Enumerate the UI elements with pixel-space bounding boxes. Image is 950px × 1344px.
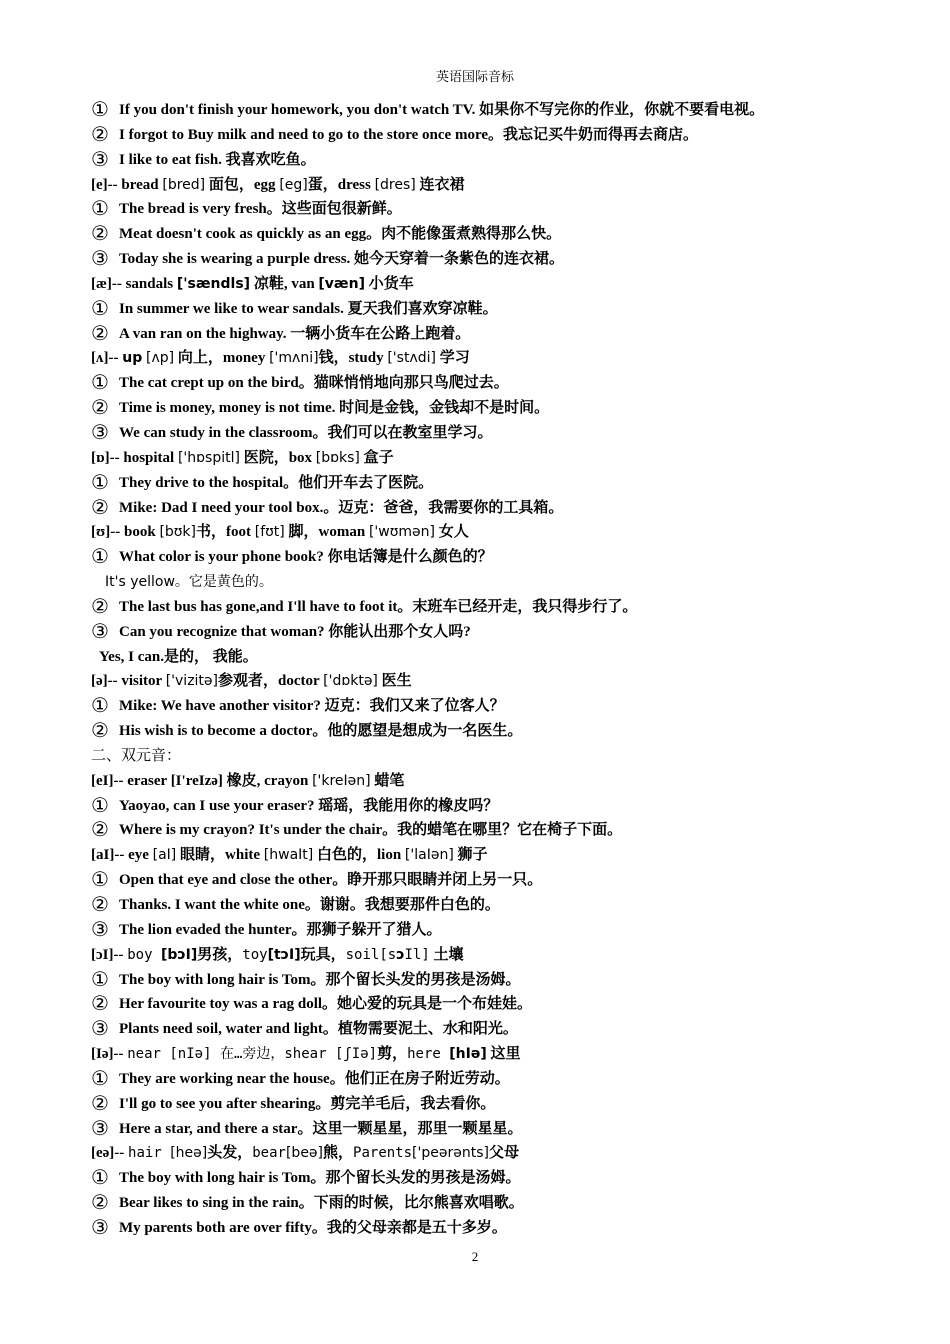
line-text: 向上，money (174, 350, 270, 367)
line-text: 蜡笔 (370, 772, 405, 789)
line-text: ['mʌni] (269, 350, 319, 367)
line-text: 盒子 (359, 449, 394, 466)
circled-number: ① (91, 968, 109, 991)
phoneme-heading (91, 272, 931, 297)
line-text: Meat doesn't cook as quickly as an egg。肉不能像蛋煮熟得那么快。 (119, 226, 562, 243)
line-text: The boy with long hair is Tom。那个留长头发的男孩是汤姆。 (119, 971, 521, 988)
example-sentence (91, 918, 931, 943)
line-text: [fʊt] (254, 524, 285, 541)
line-text: 连衣裙 (415, 176, 465, 193)
line-text: I'll go to see you after shearing。剪完羊毛后，我去看你。 (119, 1095, 496, 1112)
section-title (91, 744, 931, 769)
line-text: Here a star, and there a star。这里一颗星星，那里一颗星星。 (119, 1120, 523, 1137)
line-text: [eI]-- eraser (91, 772, 171, 789)
line-text: Mike: We have another visitor? 迈克：我们又来了位客人？ (119, 698, 505, 715)
line-text: [ʌ]-- (91, 350, 123, 367)
line-text: 面包，egg (205, 176, 280, 193)
circled-number: ③ (91, 1216, 109, 1239)
line-text: Yaoyao, can I use your eraser? 瑶瑶，我能用你的橡皮吗？ (119, 797, 499, 814)
line-text: [aI]-- eye (91, 847, 153, 864)
line-text: ['kreIən] (312, 772, 371, 789)
circled-number: ② (91, 496, 109, 519)
example-sentence (91, 371, 931, 396)
phoneme-heading (91, 669, 931, 694)
answer-line (91, 570, 931, 595)
line-text: [eg] (279, 176, 308, 193)
example-sentence (91, 496, 931, 521)
line-text: 二、双元音： (91, 747, 182, 764)
example-sentence (91, 868, 931, 893)
example-sentence (91, 794, 931, 819)
line-text: [hwaIt] (263, 847, 314, 864)
line-text: A van ran on the highway. 一辆小货车在公路上跑着。 (119, 325, 471, 342)
example-sentence (91, 148, 931, 173)
line-text: We can study in the classroom。我们可以在教室里学习。 (119, 424, 493, 441)
line-text: Time is money, money is not time. 时间是金钱，金钱却不是时间。 (119, 400, 550, 417)
line-text: ['laIən] (404, 847, 454, 864)
example-sentence (91, 247, 931, 272)
circled-number: ② (91, 322, 109, 345)
line-text: up (122, 350, 143, 367)
line-text: boy (127, 946, 161, 963)
line-text: bear (252, 1145, 286, 1162)
line-text: [bʊk] (159, 524, 197, 541)
example-sentence (91, 545, 931, 570)
line-text: Thanks. I want the white one。谢谢。我想要那件白色的。 (119, 897, 500, 913)
example-sentence (91, 1216, 931, 1241)
line-text: Parents (353, 1145, 413, 1162)
line-text: [hIə] (449, 1046, 487, 1063)
line-text: 女人 (434, 524, 469, 541)
line-text: The boy with long hair is Tom。那个留长头发的男孩是汤姆。 (119, 1170, 521, 1187)
line-text: 土壤 (429, 946, 464, 963)
line-text: They are working near the house。他们正在房子附近劳动。 (119, 1070, 510, 1087)
line-text: [eə]-- (91, 1145, 129, 1162)
line-text: The cat crept up on the bird。猫咪悄悄地向那只鸟爬过去。 (119, 375, 509, 392)
line-text: [heə] (170, 1145, 208, 1162)
line-text: ['hɒspitl] (177, 449, 240, 466)
line-text: Can you recognize that woman? 你能认出那个女人吗? (119, 623, 471, 640)
circled-number: ③ (91, 1117, 109, 1140)
example-sentence (91, 1017, 931, 1042)
line-text: 橡皮, crayon (222, 772, 313, 789)
example-sentence (91, 471, 931, 496)
line-text: The lion evaded the hunter。那狮子躲开了猎人。 (119, 921, 442, 938)
example-sentence (91, 222, 931, 247)
circled-number: ① (91, 99, 109, 121)
line-text: 头发， (207, 1145, 253, 1162)
line-text: 医生 (377, 673, 412, 690)
circled-number: ① (91, 372, 109, 395)
document-body (91, 98, 931, 1241)
line-text: 医院，box (239, 449, 316, 466)
line-text: ['vizitə] (165, 673, 218, 690)
line-text: 钱，study (318, 350, 388, 367)
example-sentence (91, 1191, 931, 1216)
circled-number: ① (91, 794, 109, 817)
line-text: [ʌp] (145, 350, 175, 367)
line-text: ɔ (396, 946, 405, 963)
line-text: 父母 (488, 1145, 519, 1162)
line-text: [væn] (318, 275, 365, 292)
example-sentence (91, 818, 931, 843)
example-sentence (91, 620, 931, 645)
line-text: Il] (404, 946, 430, 963)
circled-number: ③ (91, 148, 109, 171)
line-text: [bɒks] (315, 449, 360, 466)
circled-number: ① (91, 869, 109, 892)
line-text: 参观者，doctor (218, 673, 324, 690)
circled-number: ② (91, 123, 109, 146)
example-sentence (91, 396, 931, 421)
line-text: 熊， (323, 1145, 354, 1162)
line-text: 眼睛，white (176, 847, 264, 864)
line-text: I forgot to Buy milk and need to go to the store once more。我忘记买牛奶而得再去商店。 (119, 126, 698, 143)
circled-number: ② (91, 894, 109, 916)
phoneme-heading (91, 446, 931, 471)
example-sentence (91, 595, 931, 620)
line-text: 狮子 (453, 847, 488, 864)
line-text: Today she is wearing a purple dress. 她今天穿着一条紫色的连衣裙。 (119, 251, 565, 268)
line-text: ['sændls] (176, 275, 251, 292)
example-sentence (91, 968, 931, 993)
phoneme-heading (91, 1042, 931, 1067)
example-sentence (91, 322, 931, 347)
page-header: 英语国际音标 (435, 69, 514, 84)
line-text: [bɔI] (160, 946, 198, 963)
line-text: Mike: Dad I need your tool box.。迈克：爸爸，我需要你的工具箱。 (119, 499, 564, 516)
line-text: 玩具， (300, 946, 346, 963)
circled-number: ② (91, 397, 109, 420)
example-sentence (91, 694, 931, 719)
phoneme-heading (91, 1141, 931, 1166)
line-text: Where is my crayon? It's under the chair。我的蜡笔在哪里？它在椅子下面。 (119, 822, 623, 839)
circled-number: ③ (91, 421, 109, 444)
circled-number: ③ (91, 248, 109, 271)
page-number: 2 (471, 1249, 479, 1264)
line-text: I like to eat fish. 我喜欢吃鱼。 (119, 151, 316, 168)
example-sentence (91, 719, 931, 744)
line-text: ['wʊmən] (368, 524, 435, 541)
line-text: [beə] (285, 1145, 324, 1162)
line-text: here (407, 1046, 450, 1063)
answer-line (91, 645, 931, 670)
circled-number: ② (91, 1092, 109, 1115)
line-text: near [nIə] 在…旁边，shear [ʃIə] (127, 1046, 378, 1063)
line-text: In summer we like to wear sandals. 夏天我们喜欢穿凉鞋。 (119, 300, 498, 317)
line-text: [aI] (152, 847, 177, 864)
circled-number: ② (91, 595, 109, 618)
example-sentence (91, 123, 931, 148)
circled-number: ① (91, 1167, 109, 1190)
line-text: Plants need soil, water and light。植物需要泥土、水和阳光。 (119, 1021, 518, 1038)
line-text: [ɒ]-- hospital (91, 449, 178, 466)
circled-number: ① (91, 695, 109, 718)
line-text: 学习 (435, 350, 470, 367)
line-text: [æ]-- sandals (91, 275, 177, 292)
circled-number: ① (91, 198, 109, 221)
example-sentence (91, 893, 931, 918)
phoneme-heading (91, 346, 931, 371)
phoneme-heading (91, 843, 931, 868)
line-text: What color is your phone book? 你电话簿是什么颜色的？ (119, 549, 493, 566)
line-text: [Iə]-- (91, 1046, 128, 1063)
example-sentence (91, 197, 931, 222)
example-sentence (91, 992, 931, 1017)
line-text: [I'reIzə] (170, 772, 223, 789)
line-text: His wish is to become a doctor。他的愿望是想成为一名医生。 (119, 723, 523, 740)
circled-number: ① (91, 471, 109, 494)
circled-number: ① (91, 546, 109, 569)
circled-number: ③ (91, 620, 109, 643)
example-sentence (91, 98, 931, 123)
line-text: They drive to the hospital。他们开车去了医院。 (119, 474, 434, 491)
phoneme-heading (91, 520, 931, 545)
circled-number: ③ (91, 1018, 109, 1041)
circled-number: ② (91, 819, 109, 842)
line-text: ['stʌdi] (387, 350, 436, 367)
line-text: 剪， (377, 1046, 408, 1063)
line-text: [dres] (374, 176, 416, 193)
line-text: hair (128, 1145, 171, 1162)
phoneme-heading (91, 943, 931, 968)
line-text: soil[s (345, 946, 397, 963)
circled-number: ① (91, 1067, 109, 1090)
line-text: Open that eye and close the other。睁开那只眼睛并闭上另一只。 (119, 872, 543, 889)
line-text: The bread is very fresh。这些面包很新鲜。 (119, 201, 402, 218)
line-text: Bear likes to sing in the rain。下雨的时候，比尔熊喜欢唱歌。 (119, 1195, 524, 1212)
line-text: Yes, I can.是的， 我能。 (99, 648, 258, 665)
line-text: [ɔI]-- (91, 946, 128, 963)
line-text: 小货车 (364, 275, 414, 292)
line-text: [ə]-- visitor (91, 673, 166, 690)
line-text: [bred] (162, 176, 206, 193)
example-sentence (91, 1067, 931, 1092)
circled-number: ② (91, 1192, 109, 1215)
line-text: My parents both are over fifty。我的父母亲都是五十多岁。 (119, 1219, 507, 1236)
line-text: 凉鞋, van (250, 275, 319, 292)
example-sentence (91, 1117, 931, 1142)
line-text: 蛋，dress (307, 176, 375, 193)
line-text: 书，foot (196, 524, 255, 541)
line-text: If you don't finish your homework, you don't watch TV. 如果你不写完你的作业，你就不要看电视。 (119, 102, 765, 118)
line-text: The last bus has gone,and I'll have to foot it。末班车已经开走，我只得步行了。 (119, 598, 638, 615)
line-text: Her favourite toy was a rag doll。她心爱的玩具是一个布娃娃。 (119, 996, 533, 1013)
line-text: ['dɒktə] (323, 673, 378, 690)
line-text: 男孩， (197, 946, 243, 963)
line-text: 脚，woman (284, 524, 369, 541)
example-sentence (91, 1166, 931, 1191)
line-text: It's yellow。它是黄色的。 (105, 574, 273, 591)
example-sentence (91, 421, 931, 446)
phoneme-heading (91, 769, 931, 794)
line-text: [e]-- bread (91, 176, 163, 193)
line-text: 这里 (486, 1046, 521, 1063)
line-text: [tɔI] (267, 946, 301, 963)
circled-number: ③ (91, 918, 109, 941)
circled-number: ② (91, 720, 109, 743)
circled-number: ② (91, 223, 109, 246)
phoneme-heading (91, 173, 931, 198)
line-text: 白色的，lion (313, 847, 405, 864)
example-sentence (91, 297, 931, 322)
example-sentence (91, 1092, 931, 1117)
circled-number: ① (91, 297, 109, 320)
circled-number: ② (91, 993, 109, 1016)
line-text: ['peərənts] (412, 1145, 489, 1162)
line-text: [ʊ]-- book (91, 524, 160, 541)
line-text: toy (242, 946, 268, 963)
